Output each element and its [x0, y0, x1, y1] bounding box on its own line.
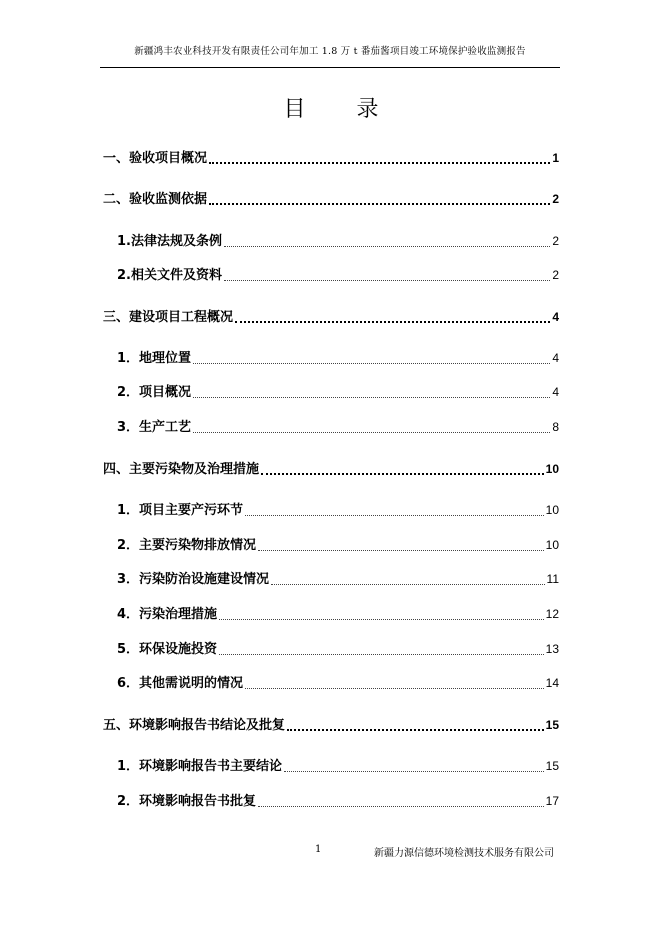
toc-entry-page: 8 — [552, 420, 559, 434]
toc-leader-dots — [258, 805, 544, 807]
toc-entry-page: 4 — [552, 385, 559, 399]
footer-page-number: 1 — [315, 844, 322, 855]
toc-entry-label: 2.相关文件及资料 — [117, 268, 222, 283]
toc-entry-4-5[interactable] — [117, 638, 559, 658]
toc-entry-label: 四、主要污染物及治理措施 — [103, 462, 260, 477]
toc-entry-page: 2 — [552, 268, 559, 282]
toc-entry-5-1[interactable] — [117, 755, 559, 775]
toc-entry-page: 11 — [546, 572, 559, 586]
toc-leader-dots — [209, 202, 550, 205]
toc-leader-dots — [245, 687, 544, 689]
toc-entry-label: 1．项目主要产污环节 — [117, 503, 244, 518]
toc-entry-4-3[interactable] — [117, 568, 559, 588]
toc-entry-page: 10 — [545, 462, 559, 476]
toc-entry-label: 3．生产工艺 — [117, 420, 192, 435]
toc-leader-dots — [224, 279, 550, 281]
toc-entry-label: 2．主要污染物排放情况 — [117, 538, 257, 553]
toc-leader-dots — [224, 245, 550, 247]
toc-leader-dots — [193, 431, 550, 433]
toc-leader-dots — [284, 770, 544, 772]
toc-entry-label: 1.法律法规及条例 — [117, 234, 222, 249]
toc-entry-label: 二、验收监测依据 — [103, 192, 208, 207]
toc-entry-2[interactable] — [103, 188, 559, 208]
toc-title: 目 录 — [283, 97, 401, 122]
toc-entry-label: 2．项目概况 — [117, 385, 192, 400]
toc-entry-label: 1．地理位置 — [117, 351, 192, 366]
toc-entry-page: 17 — [545, 794, 559, 808]
toc-leader-dots — [261, 472, 544, 475]
toc-leader-dots — [219, 653, 544, 655]
toc-entry-page: 10 — [545, 538, 559, 552]
toc-entry-page: 15 — [545, 718, 559, 732]
toc-leader-dots — [245, 514, 544, 516]
toc-entry-4-6[interactable] — [117, 672, 559, 692]
toc-leader-dots — [235, 320, 550, 323]
toc-entry-page: 12 — [545, 607, 559, 621]
toc-leader-dots — [193, 362, 550, 364]
toc-entry-label: 五、环境影响报告书结论及批复 — [103, 718, 286, 733]
toc-entry-page: 2 — [552, 192, 559, 206]
toc-entry-label: 5．环保设施投资 — [117, 642, 218, 657]
toc-leader-dots — [271, 583, 544, 585]
toc-entry-label: 2．环境影响报告书批复 — [117, 794, 257, 809]
toc-leader-dots — [209, 161, 550, 164]
toc-leader-dots — [219, 618, 544, 620]
toc-entry-2-2[interactable] — [117, 264, 559, 284]
toc-entry-page: 13 — [545, 642, 559, 656]
toc-entry-page: 1 — [552, 151, 559, 165]
toc-entry-page: 4 — [552, 310, 559, 324]
toc-entry-4[interactable] — [103, 458, 559, 478]
toc-entry-label: 三、建设项目工程概况 — [103, 310, 234, 325]
toc-entry-label: 3．污染防治设施建设情况 — [117, 572, 270, 587]
header-rule — [100, 67, 560, 68]
toc-leader-dots — [258, 549, 544, 551]
toc-entry-5-2[interactable] — [117, 790, 559, 810]
toc-entry-3[interactable] — [103, 306, 559, 326]
toc-entry-4-4[interactable] — [117, 603, 559, 623]
toc-entry-3-2[interactable] — [117, 381, 559, 401]
toc-entry-page: 10 — [545, 503, 559, 517]
footer-company: 新疆力源信德环境检测技术服务有限公司 — [374, 848, 554, 859]
toc-entry-label: 一、验收项目概况 — [103, 151, 208, 166]
toc-entry-label: 1．环境影响报告书主要结论 — [117, 759, 283, 774]
toc-entry-5[interactable] — [103, 714, 559, 734]
toc-entry-1[interactable] — [103, 147, 559, 167]
toc-entry-4-1[interactable] — [117, 499, 559, 519]
toc-entry-page: 15 — [545, 759, 559, 773]
toc-entry-4-2[interactable] — [117, 534, 559, 554]
toc-entry-page: 4 — [552, 351, 559, 365]
toc-entry-page: 14 — [545, 676, 559, 690]
toc-entry-label: 4．污染治理措施 — [117, 607, 218, 622]
toc-entry-page: 2 — [552, 234, 559, 248]
toc-leader-dots — [193, 396, 550, 398]
toc-entry-label: 6．其他需说明的情况 — [117, 676, 244, 691]
toc-entry-3-3[interactable] — [117, 416, 559, 436]
toc-leader-dots — [287, 728, 544, 731]
running-header: 新疆鸿丰农业科技开发有限责任公司年加工 1.8 万 t 番茄酱项目竣工环境保护验收监测报告 — [134, 46, 526, 57]
toc-entry-3-1[interactable] — [117, 347, 559, 367]
toc-entry-2-1[interactable] — [117, 230, 559, 250]
